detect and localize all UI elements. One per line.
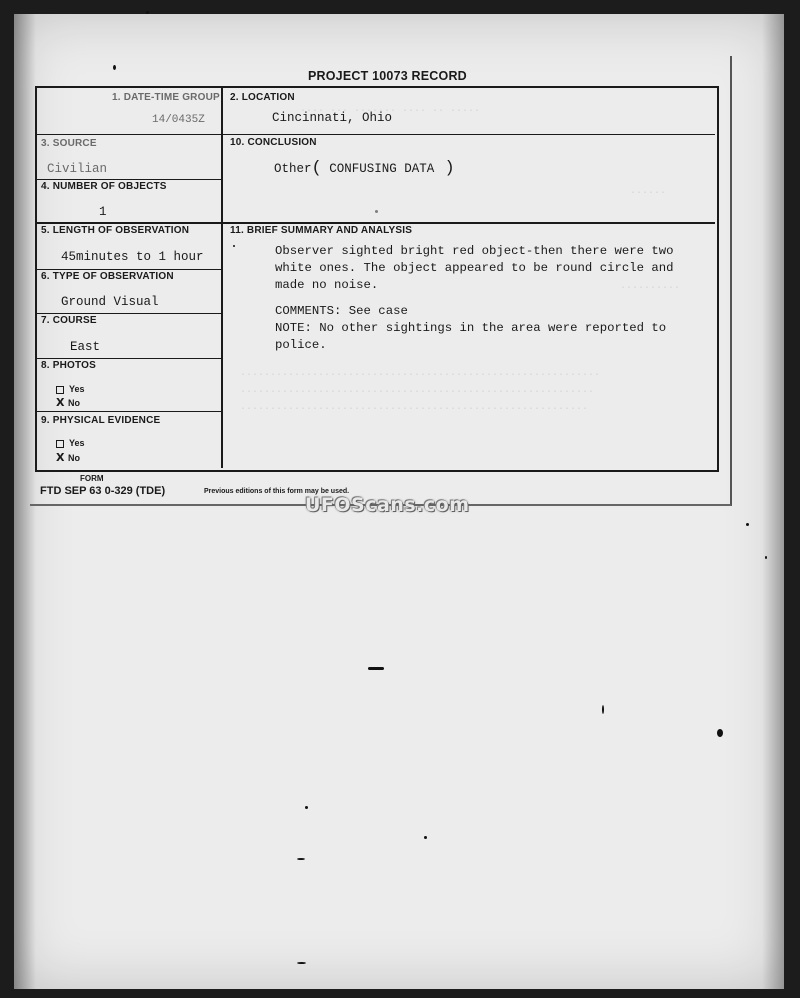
date-time-group-label: 1. DATE-TIME GROUP	[112, 92, 220, 103]
scan-speck	[717, 729, 723, 737]
row-divider	[37, 269, 222, 270]
summary-label: 11. BRIEF SUMMARY AND ANALYSIS	[230, 225, 413, 236]
location-value: Cincinnati, Ohio	[272, 111, 393, 125]
x-check-icon: X	[56, 396, 65, 409]
row-divider	[37, 313, 222, 314]
type-of-observation-label: 6. TYPE OF OBSERVATION	[41, 271, 174, 282]
photos-no-option: X No	[56, 396, 80, 409]
summary-text: Observer sighted bright red object-then there were two white ones. The object appeared to be round circle and made no noise.	[275, 244, 674, 292]
scan-shadow-right	[762, 14, 784, 989]
scan-speck	[146, 11, 149, 14]
course-value: East	[70, 340, 101, 354]
row-divider	[37, 179, 222, 180]
scan-speck	[368, 667, 384, 670]
source-value: Civilian	[47, 162, 108, 176]
x-check-icon: X	[56, 451, 65, 464]
summary-note: NOTE: No other sightings in the area were reported to police.	[275, 321, 667, 352]
scan-speck	[765, 556, 767, 559]
watermark: UFOScans.com	[305, 494, 470, 516]
type-of-observation-value: Ground Visual	[61, 295, 159, 309]
row-divider	[37, 411, 222, 412]
form-title: PROJECT 10073 RECORD	[308, 69, 467, 83]
scan-speck	[375, 210, 378, 213]
scan-speck	[297, 858, 305, 860]
conclusion-text: CONFUSING DATA	[329, 162, 435, 176]
footer-previous-editions: Previous editions of this form may be used.	[204, 488, 350, 495]
conclusion-label: 10. CONCLUSION	[230, 137, 317, 148]
unchecked-box-icon	[56, 440, 64, 448]
scan-speck	[297, 962, 306, 964]
scan-speck	[305, 806, 308, 809]
conclusion-value: Other( CONFUSING DATA )	[274, 159, 455, 178]
scan-speck	[233, 245, 235, 247]
summary-text-block	[275, 243, 695, 363]
row-divider	[37, 222, 715, 224]
number-of-objects-label: 4. NUMBER OF OBJECTS	[41, 181, 167, 192]
scan-speck	[602, 705, 604, 714]
number-of-objects-value: 1	[99, 205, 107, 219]
photos-yes-option: Yes	[56, 384, 85, 394]
unchecked-box-icon	[56, 386, 64, 394]
scan-speck	[424, 836, 427, 839]
physical-evidence-yes-option: Yes	[56, 438, 85, 448]
date-time-group-value: 14/0435Z	[152, 114, 205, 126]
conclusion-prefix: Other	[274, 162, 312, 176]
footer-form-word: FORM	[80, 474, 104, 483]
source-label: 3. SOURCE	[41, 138, 97, 149]
location-label: 2. LOCATION	[230, 92, 295, 103]
row-divider	[37, 134, 715, 135]
row-divider	[37, 358, 222, 359]
summary-comments: COMMENTS: See case	[275, 304, 408, 318]
length-of-observation-label: 5. LENGTH OF OBSERVATION	[41, 225, 190, 236]
footer-form-code: FTD SEP 63 0-329 (TDE)	[40, 485, 166, 497]
physical-evidence-no-option: X No	[56, 451, 80, 464]
physical-evidence-label: 9. PHYSICAL EVIDENCE	[41, 415, 161, 426]
course-label: 7. COURSE	[41, 315, 97, 326]
photos-label: 8. PHOTOS	[41, 360, 96, 371]
scan-speck	[113, 65, 116, 70]
scan-speck	[746, 523, 749, 526]
length-of-observation-value: 45minutes to 1 hour	[61, 250, 204, 264]
